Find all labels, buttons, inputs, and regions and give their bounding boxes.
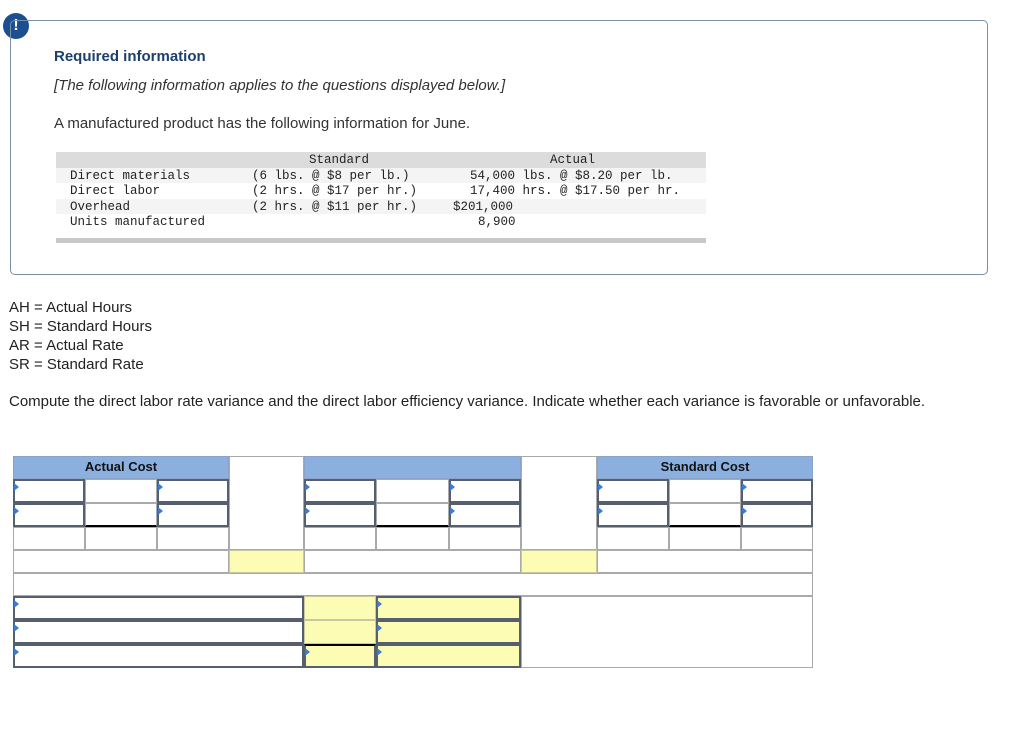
summary-label-input-2[interactable] — [13, 620, 304, 644]
standard-cost-result-cell — [741, 527, 813, 550]
row-standard: (6 lbs. @ $8 per lb.) — [252, 169, 410, 183]
rate-variance-cell[interactable] — [229, 550, 304, 573]
actual-cost-result-cell — [157, 527, 229, 550]
information-note: [The following information applies to the questions displayed below.] — [54, 77, 506, 94]
actual-cost-total-cell — [13, 527, 85, 550]
row-actual: 8,900 — [478, 215, 516, 229]
row-standard: (2 hrs. @ $17 per hr.) — [252, 184, 418, 198]
middle-rate-input[interactable] — [449, 479, 521, 503]
row-label: Overhead — [70, 200, 131, 214]
dropdown-arrow-icon — [450, 507, 455, 515]
spacer-column-left — [229, 456, 304, 550]
actual-cost-ah-input-2[interactable] — [13, 503, 85, 527]
summary-blank-area — [521, 596, 813, 668]
dropdown-arrow-icon — [305, 507, 310, 515]
summary-status-input-3[interactable] — [376, 644, 521, 668]
definition-ar: AR = Actual Rate — [9, 337, 124, 354]
standard-cost-total-cell — [597, 527, 669, 550]
middle-operator-cell — [376, 479, 449, 503]
dropdown-arrow-icon — [158, 507, 163, 515]
row-actual: 17,400 hrs. @ $17.50 per hr. — [470, 184, 681, 198]
summary-status-input-2[interactable] — [376, 620, 521, 644]
efficiency-variance-cell[interactable] — [521, 550, 597, 573]
actual-cost-blank-cell — [85, 527, 157, 550]
variance-row-left — [13, 550, 229, 573]
dropdown-arrow-icon — [450, 483, 455, 491]
dropdown-arrow-icon — [377, 624, 382, 632]
middle-hours-input[interactable] — [304, 479, 376, 503]
variance-row-middle — [304, 550, 521, 573]
definition-ah: AH = Actual Hours — [9, 299, 132, 316]
table-header-bar — [56, 152, 706, 168]
standard-cost-blank-cell — [669, 527, 741, 550]
standard-cost-sh-input[interactable] — [597, 479, 669, 503]
standard-cost-operator-cell — [669, 479, 741, 503]
blank-separator-row — [13, 573, 813, 596]
dropdown-arrow-icon — [14, 624, 19, 632]
col-header-actual: Actual — [550, 153, 596, 167]
definition-sh: SH = Standard Hours — [9, 318, 152, 335]
required-information-title: Required information — [54, 48, 206, 65]
variance-row-right — [597, 550, 813, 573]
definitions-list — [9, 298, 152, 374]
standard-cost-sr-input[interactable] — [741, 479, 813, 503]
dropdown-arrow-icon — [598, 483, 603, 491]
middle-operator-cell-2 — [376, 503, 449, 527]
standard-cost-sh-input-2[interactable] — [597, 503, 669, 527]
middle-rate-input-2[interactable] — [449, 503, 521, 527]
actual-cost-ar-input[interactable] — [157, 479, 229, 503]
col-header-standard: Standard — [309, 153, 370, 167]
middle-result-cell — [449, 527, 521, 550]
standard-cost-operator-cell-2 — [669, 503, 741, 527]
summary-amount-input-3[interactable] — [304, 644, 376, 668]
definition-sr: SR = Standard Rate — [9, 356, 144, 373]
dropdown-arrow-icon — [377, 600, 382, 608]
standard-cost-sr-input-2[interactable] — [741, 503, 813, 527]
actual-cost-label: Actual Cost — [84, 459, 158, 474]
row-actual: 54,000 lbs. @ $8.20 per lb. — [470, 169, 673, 183]
actual-cost-ar-input-2[interactable] — [157, 503, 229, 527]
summary-label-input-1[interactable] — [13, 596, 304, 620]
dropdown-arrow-icon — [377, 648, 382, 656]
standard-cost-label: Standard Cost — [660, 459, 750, 474]
summary-amount-input-2[interactable] — [304, 620, 376, 644]
dropdown-arrow-icon — [14, 483, 19, 491]
dropdown-arrow-icon — [14, 648, 19, 656]
intro-text: A manufactured product has the following information for June. — [54, 115, 471, 132]
dropdown-arrow-icon — [598, 507, 603, 515]
row-actual: $201,000 — [453, 200, 514, 214]
middle-hours-input-2[interactable] — [304, 503, 376, 527]
row-standard: (2 hrs. @ $11 per hr.) — [252, 200, 418, 214]
dropdown-arrow-icon — [305, 483, 310, 491]
alert-icon: ! — [3, 13, 29, 39]
middle-total-cell — [304, 527, 376, 550]
summary-amount-input-1[interactable] — [304, 596, 376, 620]
middle-header — [304, 456, 521, 479]
product-information-table — [56, 152, 706, 244]
dropdown-arrow-icon — [158, 483, 163, 491]
summary-label-input-3[interactable] — [13, 644, 304, 668]
actual-cost-operator-cell-2 — [85, 503, 157, 527]
row-label: Direct materials — [70, 169, 191, 183]
dropdown-arrow-icon — [14, 507, 19, 515]
middle-blank-cell — [376, 527, 449, 550]
dropdown-arrow-icon — [742, 483, 747, 491]
actual-cost-operator-cell — [85, 479, 157, 503]
row-label: Units manufactured — [70, 215, 206, 229]
question-text: Compute the direct labor rate variance and the direct labor efficiency variance. Indicate whether each variance is favorable or unfavorable. — [9, 393, 926, 410]
spacer-column-right — [521, 456, 597, 550]
dropdown-arrow-icon — [305, 648, 310, 656]
summary-status-input-1[interactable] — [376, 596, 521, 620]
table-bottom-bar — [56, 238, 706, 243]
actual-cost-ah-input[interactable] — [13, 479, 85, 503]
row-label: Direct labor — [70, 184, 161, 198]
dropdown-arrow-icon — [742, 507, 747, 515]
dropdown-arrow-icon — [14, 600, 19, 608]
